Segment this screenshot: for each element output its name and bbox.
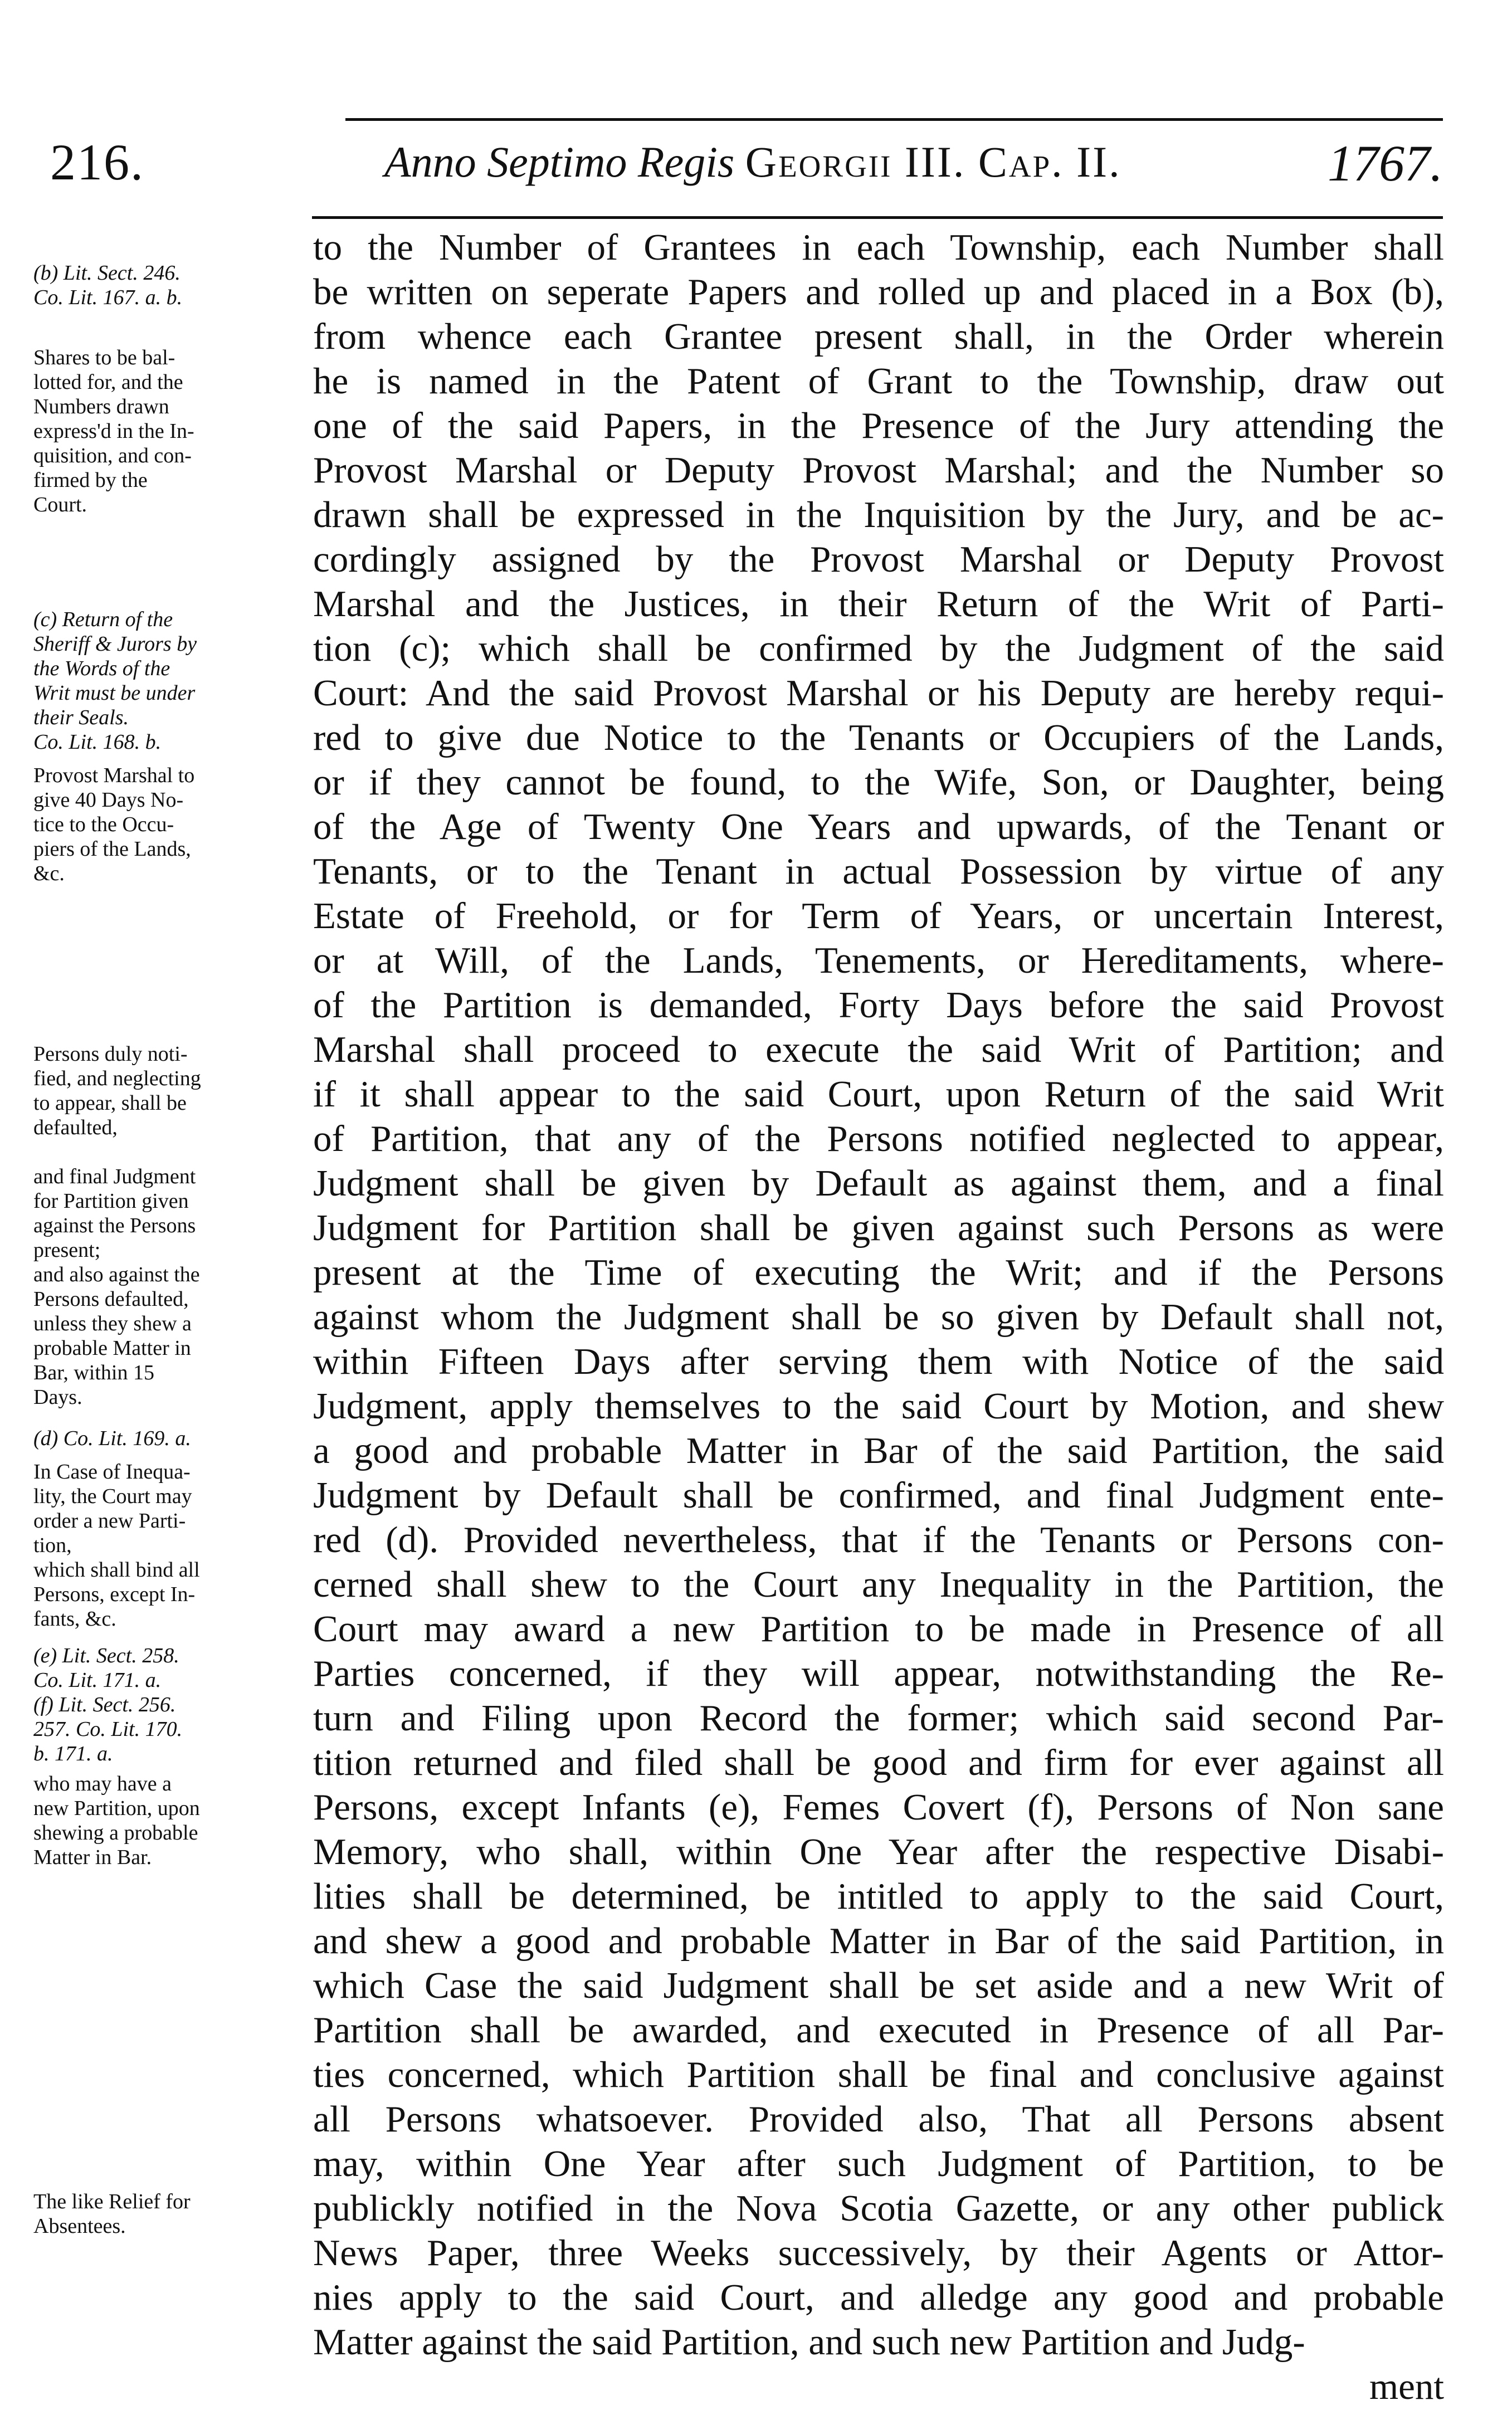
text-line: Tenants, or to the Tenant in actual Possession by virtue of any <box>313 851 1444 892</box>
margin-note-line: lity, the Court may <box>33 1485 192 1508</box>
header-rule-top <box>345 118 1443 121</box>
text-line: cerned shall shew to the Court any Inequality in the Partition, the <box>313 1564 1444 1605</box>
text-line: Court: And the said Provost Marshal or his Deputy are hereby requi- <box>313 672 1444 714</box>
text-line: tition returned and filed shall be good and firm for ever against all <box>313 1742 1444 1783</box>
margin-note-line: Numbers drawn <box>33 395 169 418</box>
margin-note-line: Shares to be bal- <box>33 346 175 369</box>
margin-note <box>33 345 295 517</box>
year: 1767. <box>1328 135 1443 192</box>
margin-note-line: In Case of Inequa- <box>33 1460 191 1484</box>
text-line: to the Number of Grantees in each Township, each Number shall <box>313 227 1444 268</box>
body-text <box>313 225 1444 2409</box>
text-line: if it shall appear to the said Court, upon Return of the said Writ <box>313 1074 1444 1115</box>
margin-note <box>33 607 295 754</box>
margin-note <box>33 261 295 310</box>
margin-note-line: their Seals. <box>33 706 129 729</box>
text-line: Judgment for Partition shall be given against such Persons as were <box>313 1207 1444 1248</box>
text-line: Judgment shall be given by Default as against them, and a final <box>313 1163 1444 1204</box>
margin-note <box>33 1643 295 1766</box>
header-rule-bottom <box>312 216 1443 219</box>
margin-note-line: for Partition given <box>33 1189 189 1213</box>
margin-note-line: against the Persons <box>33 1214 196 1237</box>
margin-note-line: new Partition, upon <box>33 1797 200 1820</box>
text-line: drawn shall be expressed in the Inquisition by the Jury, and be ac- <box>313 494 1444 535</box>
text-line: News Paper, three Weeks successively, by their Agents or Attor- <box>313 2232 1444 2274</box>
text-line: cordingly assigned by the Provost Marshal or Deputy Provost <box>313 539 1444 580</box>
margin-note-line: Matter in Bar. <box>33 1846 152 1869</box>
margin-note-line: order a new Parti- <box>33 1509 186 1533</box>
margin-note-line: express'd in the In- <box>33 419 194 443</box>
margin-note-line: Sheriff & Jurors by <box>33 632 197 656</box>
margin-note <box>33 2189 295 2238</box>
catchword: ment <box>1369 2366 1444 2407</box>
margin-note-line: Provost Marshal to <box>33 764 195 787</box>
margin-note-line: present; <box>33 1238 101 1262</box>
text-line: Marshal and the Justices, in their Return of the Writ of Parti- <box>313 583 1444 625</box>
margin-note-line: tion, <box>33 1534 72 1557</box>
running-header <box>45 123 1443 201</box>
text-line: all Persons whatsoever. Provided also, That all Persons absent <box>313 2099 1444 2140</box>
margin-note-line: b. 171. a. <box>33 1742 113 1765</box>
text-line: present at the Time of executing the Writ; and if the Persons <box>313 1252 1444 1293</box>
text-line: ties concerned, which Partition shall be final and conclusive against <box>313 2054 1444 2095</box>
margin-note-line: and also against the <box>33 1263 200 1286</box>
margin-note-line: (c) Return of the <box>33 608 173 631</box>
text-line: Marshal shall proceed to execute the said Writ of Partition; and <box>313 1029 1444 1070</box>
margin-note-line: Persons, except In- <box>33 1583 196 1606</box>
margin-note-line: to appear, shall be <box>33 1091 187 1115</box>
margin-note-line: (b) Lit. Sect. 246. <box>33 261 181 285</box>
text-line: within Fifteen Days after serving them with Notice of the said <box>313 1341 1444 1382</box>
text-line: Persons, except Infants (e), Femes Covert (f), Persons of Non sane <box>313 1787 1444 1828</box>
text-line: Parties concerned, if they will appear, notwithstanding the Re- <box>313 1653 1444 1694</box>
margin-note-line: Co. Lit. 167. a. b. <box>33 286 183 309</box>
text-line: or if they cannot be found, to the Wife, Son, or Daughter, being <box>313 762 1444 803</box>
text-line: from whence each Grantee present shall, in the Order wherein <box>313 316 1444 357</box>
text-line: a good and probable Matter in Bar of the said Partition, the said <box>313 1430 1444 1471</box>
running-title-caps: Georgii III. Cap. II. <box>745 138 1121 186</box>
page-number: 216. <box>50 134 144 191</box>
text-line: of the Partition is demanded, Forty Days before the said Provost <box>313 984 1444 1026</box>
margin-note-line: quisition, and con- <box>33 444 192 467</box>
text-line: publickly notified in the Nova Scotia Gazette, or any other publick <box>313 2188 1444 2229</box>
margin-note-line: Co. Lit. 168. b. <box>33 730 162 754</box>
margin-note-line: probable Matter in <box>33 1336 191 1360</box>
margin-note-line: Bar, within 15 <box>33 1361 154 1384</box>
margin-note-line: the Words of the <box>33 657 170 680</box>
margin-note <box>33 763 295 886</box>
margin-note-line: give 40 Days No- <box>33 788 184 812</box>
margin-note-line: (e) Lit. Sect. 258. <box>33 1644 179 1667</box>
text-line: Judgment by Default shall be confirmed, and final Judgment ente- <box>313 1475 1444 1516</box>
running-title <box>384 137 1121 187</box>
margin-note-line: lotted for, and the <box>33 370 183 394</box>
text-line: he is named in the Patent of Grant to the Township, draw out <box>313 360 1444 402</box>
margin-note-line: who may have a <box>33 1772 172 1796</box>
text-line: turn and Filing upon Record the former; which said second Par- <box>313 1697 1444 1739</box>
margin-note-line: firmed by the <box>33 469 148 492</box>
text-line: red (d). Provided nevertheless, that if the Tenants or Persons con- <box>313 1519 1444 1560</box>
margin-note-line: shewing a probable <box>33 1821 198 1845</box>
text-line: which Case the said Judgment shall be set aside and a new Writ of <box>313 1965 1444 2006</box>
text-line: red to give due Notice to the Tenants or Occupiers of the Lands, <box>313 717 1444 758</box>
margin-note-line: Persons duly noti- <box>33 1042 188 1066</box>
margin-note-line: and final Judgment <box>33 1165 196 1188</box>
text-line: against whom the Judgment shall be so given by Default shall not, <box>313 1296 1444 1338</box>
text-line: one of the said Papers, in the Presence of the Jury attending the <box>313 405 1444 446</box>
text-line: be written on seperate Papers and rolled up and placed in a Box (b), <box>313 271 1444 313</box>
margin-note-line: 257. Co. Lit. 170. <box>33 1718 183 1741</box>
margin-note <box>33 1042 295 1140</box>
running-title-italic: Anno Septimo Regis <box>384 138 735 186</box>
text-line: Court may award a new Partition to be made in Presence of all <box>313 1608 1444 1650</box>
margin-note-line: Court. <box>33 493 87 516</box>
margin-note-line: Co. Lit. 171. a. <box>33 1669 162 1692</box>
margin-note-line: defaulted, <box>33 1116 118 1139</box>
text-line: may, within One Year after such Judgment of Partition, to be <box>313 2143 1444 2184</box>
text-line: Estate of Freehold, or for Term of Years, or uncertain Interest, <box>313 895 1444 936</box>
margin-note <box>33 1772 295 1870</box>
margin-note-line: (d) Co. Lit. 169. a. <box>33 1427 191 1450</box>
margin-note-line: Persons defaulted, <box>33 1287 189 1311</box>
margin-note-line: Days. <box>33 1385 82 1409</box>
margin-note <box>33 1426 295 1451</box>
margin-note-line: fied, and neglecting <box>33 1067 201 1090</box>
margin-note-line: &c. <box>33 862 65 885</box>
text-line: of Partition, that any of the Persons notified neglected to appear, <box>313 1118 1444 1159</box>
text-line: Judgment, apply themselves to the said Court by Motion, and shew <box>313 1385 1444 1427</box>
text-line: tion (c); which shall be confirmed by the Judgment of the said <box>313 628 1444 669</box>
text-line: lities shall be determined, be intitled to apply to the said Court, <box>313 1876 1444 1917</box>
text-line: of the Age of Twenty One Years and upwards, of the Tenant or <box>313 806 1444 847</box>
margin-note-line: tice to the Occu- <box>33 813 174 836</box>
margin-note <box>33 1164 295 1409</box>
text-line: Matter against the said Partition, and such new Partition and Judg- <box>313 2321 1305 2363</box>
margin-note <box>33 1460 295 1631</box>
margin-note-line: fants, &c. <box>33 1607 116 1631</box>
margin-note-line: piers of the Lands, <box>33 837 191 861</box>
text-line: or at Will, of the Lands, Tenements, or Hereditaments, where- <box>313 940 1444 981</box>
margin-note-line: The like Relief for <box>33 2190 191 2213</box>
text-line: nies apply to the said Court, and alledge any good and probable <box>313 2277 1444 2318</box>
text-line: and shew a good and probable Matter in Bar of the said Partition, in <box>313 1920 1444 1962</box>
text-line: Partition shall be awarded, and executed in Presence of all Par- <box>313 2009 1444 2051</box>
margin-note-line: which shall bind all <box>33 1558 200 1582</box>
margin-note-line: Writ must be under <box>33 681 196 705</box>
text-line: Memory, who shall, within One Year after the respective Disabi- <box>313 1831 1444 1872</box>
margin-note-line: (f) Lit. Sect. 256. <box>33 1693 176 1716</box>
margin-note-line: unless they shew a <box>33 1312 192 1335</box>
text-line: Provost Marshal or Deputy Provost Marshal; and the Number so <box>313 450 1444 491</box>
margin-note-line: Absentees. <box>33 2214 126 2238</box>
